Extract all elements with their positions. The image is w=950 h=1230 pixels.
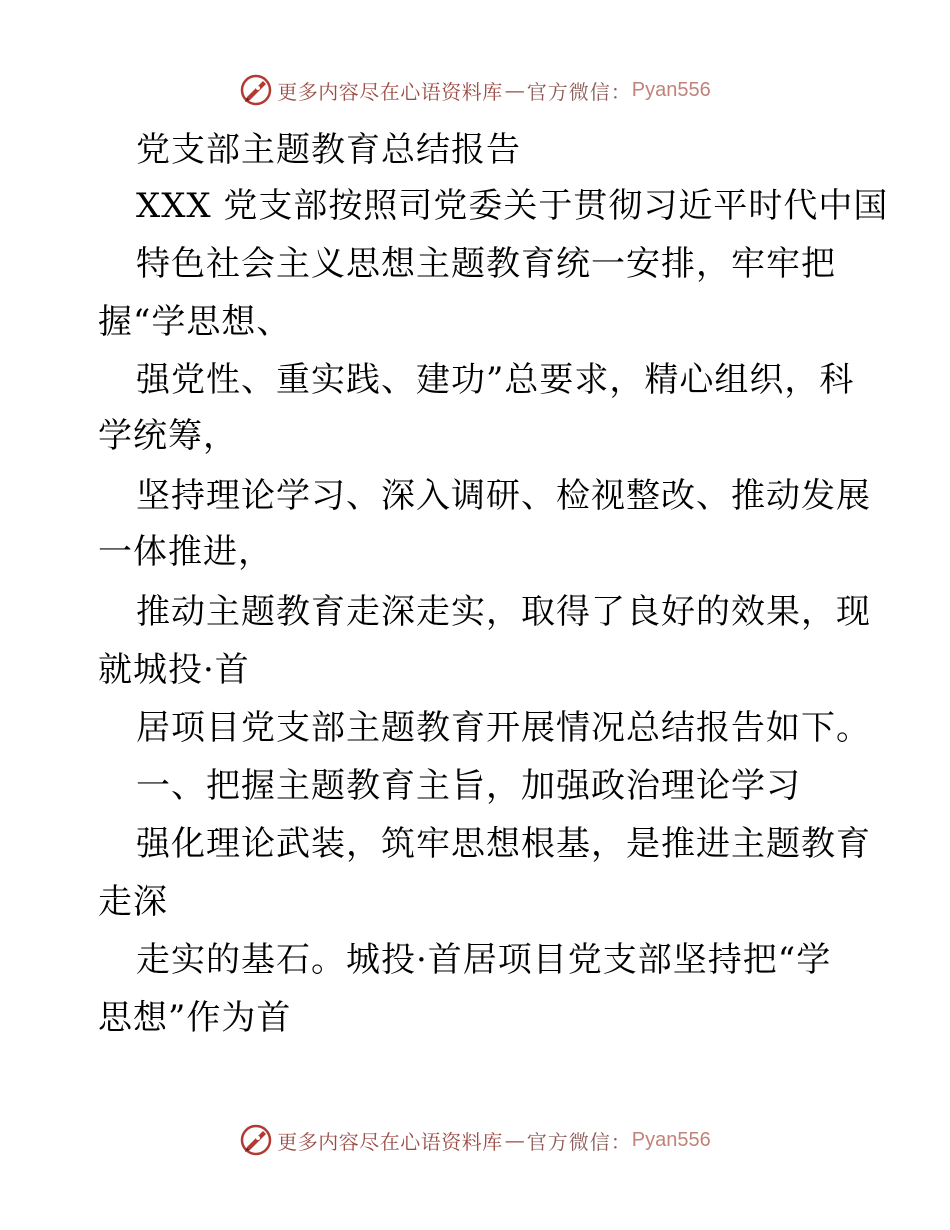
- paragraph-line: 强化理论武装，筑牢思想根基，是推进主题教育: [136, 824, 871, 864]
- paragraph-line: 握“学思想、: [98, 302, 292, 342]
- paragraph-line: 强党性、重实践、建功”总要求，精心组织，科: [136, 360, 855, 400]
- paragraph-line: 走实的基石。城投·首居项目党支部坚持把“学: [136, 940, 832, 980]
- banner-wechat-id: Pyan556: [631, 1128, 711, 1151]
- paragraph-line: 学统筹，: [98, 416, 238, 456]
- paragraph-line: 走深: [98, 882, 168, 922]
- banner-main-text: 更多内容尽在心语资料库: [277, 1129, 503, 1154]
- paragraph-line: 居项目党支部主题教育开展情况总结报告如下。: [136, 708, 871, 748]
- paragraph-line: 特色社会主义思想主题教育统一安排，牢牢把: [136, 244, 836, 284]
- paragraph-line: 坚持理论学习、深入调研、检视整改、推动发展: [136, 476, 871, 516]
- footer-banner: [0, 1120, 950, 1160]
- banner-wechat-label: 官方微信：: [526, 1129, 632, 1154]
- pen-logo-icon: [239, 1123, 273, 1157]
- banner-wechat-id: Pyan556: [631, 78, 711, 101]
- paragraph-line: 就城投·首: [98, 650, 250, 690]
- banner-dash: —: [504, 1128, 525, 1152]
- document-title: 党支部主题教育总结报告: [136, 130, 521, 170]
- banner-wechat-label: 官方微信：: [526, 79, 632, 104]
- section-heading: 一、把握主题教育主旨，加强政治理论学习: [136, 766, 801, 806]
- paragraph-line: 一体推进，: [98, 532, 273, 572]
- header-banner: [0, 70, 950, 110]
- paragraph-line: 思想”作为首: [98, 998, 292, 1038]
- banner-main-text: 更多内容尽在心语资料库: [277, 79, 503, 104]
- paragraph-line: XXX 党支部按照司党委关于贯彻习近平时代中国: [136, 186, 889, 226]
- banner-dash: —: [504, 78, 525, 102]
- paragraph-line: 推动主题教育走深走实，取得了良好的效果，现: [136, 592, 871, 632]
- pen-logo-icon: [239, 73, 273, 107]
